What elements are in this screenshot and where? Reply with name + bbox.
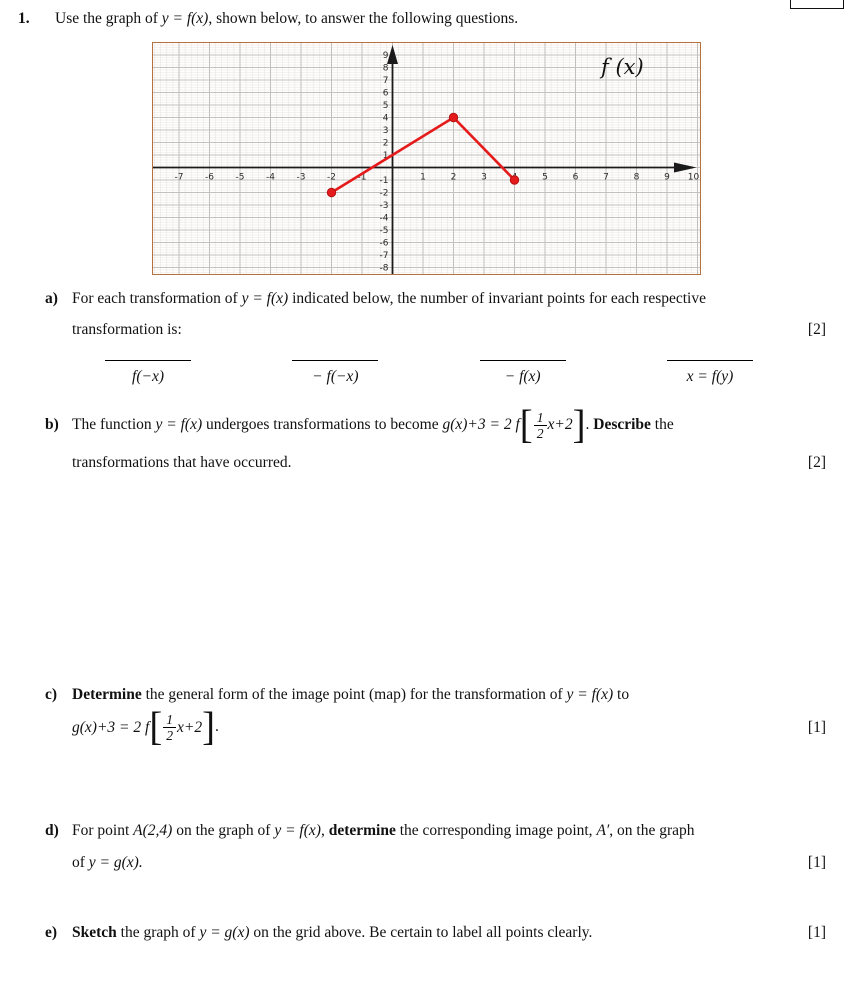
b-expression [442, 402, 586, 447]
d-math-gx: y = g(x). [88, 854, 143, 872]
x-tick-label: 1 [420, 172, 426, 183]
c-text-mid: the general form of the image point (map) for the transformation of [141, 686, 567, 703]
part-a-label: a) [45, 290, 58, 307]
x-tick-label: 9 [664, 172, 670, 183]
e-text-pre: the graph of [116, 924, 200, 941]
b-text-line2: transformations that have occurred. [72, 453, 292, 471]
graph-canvas[interactable] [153, 43, 700, 274]
d-math-point: A(2,4) [133, 822, 173, 839]
part-b-label: b) [45, 415, 59, 433]
y-tick-label: -3 [379, 201, 389, 211]
expr-inner: x+2 [177, 718, 203, 736]
x-tick-label: -4 [266, 172, 275, 183]
question-c [45, 684, 826, 750]
x-tick-label: 5 [542, 172, 548, 183]
c-math: y = f(x) [566, 686, 614, 703]
fraction-numerator: 1 [534, 410, 547, 426]
fraction-denominator: 2 [166, 728, 174, 744]
a-marks: [2] [807, 321, 826, 339]
a-text-pre: For each transformation of [72, 290, 242, 307]
e-marks: [1] [807, 924, 826, 941]
y-tick-label: 4 [382, 113, 389, 124]
c-marks: [1] [807, 718, 826, 736]
answer-blank[interactable] [105, 360, 191, 388]
x-tick-label: 8 [633, 172, 640, 183]
x-tick-label: 10 [687, 172, 700, 183]
x-tick-label: -1 [357, 172, 367, 183]
close-bracket: ] [572, 402, 586, 447]
x-tick-label: -2 [327, 172, 336, 183]
x-tick-label: -7 [174, 172, 184, 183]
question-b [45, 402, 826, 474]
y-tick-label: 6 [382, 88, 389, 99]
question-d [45, 820, 826, 875]
expr-tail: . [585, 415, 594, 433]
d-math-image-point: A′ [596, 822, 610, 839]
d-math-fx: y = f(x) [274, 822, 321, 839]
y-tick-label: -7 [379, 251, 389, 261]
close-bracket: ] [202, 704, 216, 750]
function-graph[interactable] [152, 42, 701, 275]
x-tick-label: 2 [450, 172, 457, 183]
question-a [45, 288, 826, 342]
d-marks: [1] [807, 854, 826, 872]
y-tick-label: 5 [382, 101, 389, 111]
data-point [510, 176, 518, 184]
b-bold-word: Describe [593, 415, 651, 433]
b-marks: [2] [807, 453, 826, 471]
question-number: 1. [18, 10, 30, 27]
y-tick-label: 7 [382, 76, 389, 86]
y-tick-label: 8 [382, 63, 389, 74]
title-math: y = f(x) [161, 10, 209, 27]
d-text-post2: , on the graph [609, 822, 695, 839]
c-text-post: to [613, 686, 630, 703]
e-bold-word: Sketch [72, 924, 117, 941]
data-point [449, 113, 457, 121]
expr-inner: x+2 [547, 416, 573, 434]
b-text-post: the [650, 415, 674, 433]
answer-blank[interactable] [292, 360, 378, 388]
b-text-pre: The function [72, 415, 156, 433]
a-math: y = f(x) [241, 290, 289, 307]
y-tick-label: 1 [382, 151, 389, 161]
data-point [327, 188, 335, 196]
y-tick-label: -8 [379, 263, 389, 274]
y-tick-label: 3 [382, 126, 389, 136]
b-math: y = f(x) [155, 415, 203, 433]
fraction [534, 410, 547, 442]
part-d-label: d) [45, 822, 59, 839]
y-tick-label: 2 [382, 138, 389, 149]
x-tick-label: 6 [572, 172, 579, 183]
y-tick-label: -1 [379, 176, 389, 186]
part-c-label: c) [45, 686, 58, 703]
cutoff-box-artifact [790, 0, 844, 9]
c-expression [72, 704, 216, 750]
fraction [163, 712, 176, 744]
blank-label: f(−x) [132, 368, 164, 385]
b-text-mid: undergoes transformations to become [202, 415, 443, 433]
answer-blank[interactable] [480, 360, 566, 388]
open-bracket: [ [149, 704, 163, 750]
d-text-post: the corresponding image point, [395, 822, 597, 839]
d-text-line2pre: of [72, 854, 89, 872]
fx-label: f (x) [601, 55, 644, 79]
fraction-denominator: 2 [536, 425, 544, 441]
e-text-post: on the grid above. Be certain to label all points clearly. [249, 924, 593, 941]
y-tick-label: -4 [379, 213, 389, 224]
d-text-mid: on the graph of [172, 822, 275, 839]
e-math: y = g(x) [199, 924, 250, 941]
a-text-line2: transformation is: [72, 321, 182, 339]
x-tick-label: -5 [235, 172, 245, 183]
c-bold-word: Determine [72, 686, 142, 703]
a-text-post: indicated below, the number of invariant points for each respective [288, 290, 706, 307]
blank-label: − f(x) [504, 368, 541, 385]
expr-pre: g(x)+3 = 2 f [72, 718, 150, 736]
expr-tail: . [215, 718, 219, 736]
part-e-label: e) [45, 924, 58, 941]
question-title [18, 8, 518, 30]
title-text-post: , shown below, to answer the following questions. [208, 10, 519, 27]
y-tick-label: -5 [379, 226, 389, 236]
d-bold-word: determine [328, 822, 396, 839]
x-tick-label: -6 [205, 172, 214, 183]
blank-label: − f(−x) [312, 368, 359, 385]
y-tick-label: 9 [382, 51, 389, 61]
x-tick-label: -3 [296, 172, 306, 183]
blank-label: x = f(y) [686, 368, 734, 385]
answer-blanks [105, 360, 753, 388]
y-tick-label: -6 [379, 238, 389, 249]
question-e [45, 922, 826, 944]
answer-blank[interactable] [667, 360, 753, 388]
fraction-numerator: 1 [163, 712, 176, 728]
x-tick-label: 3 [481, 172, 487, 183]
d-text-pre: For point [72, 822, 134, 839]
open-bracket: [ [519, 402, 533, 447]
y-tick-label: -2 [379, 188, 389, 199]
title-text-pre: Use the graph of [55, 10, 162, 27]
x-tick-label: 7 [603, 172, 609, 183]
d-text-mid2: , [320, 822, 329, 839]
expr-pre: g(x)+3 = 2 f [442, 416, 520, 434]
